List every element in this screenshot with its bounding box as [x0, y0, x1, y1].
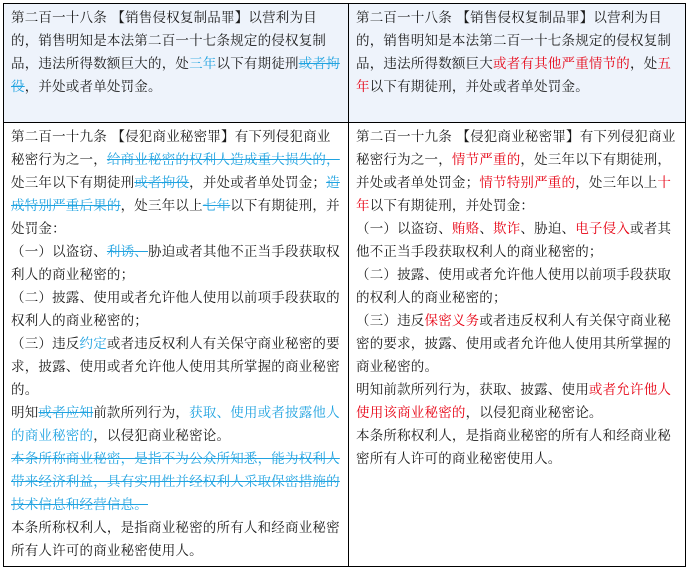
text-segment: 第二百一十八条 【销售侵权复制品罪】以营利为目的，销售明知是本法第二百一十七条规定的侵权复制品，违法所得数额巨大的，处: [11, 10, 327, 72]
added-text: 情节严重的: [451, 152, 521, 168]
text-segment: 第二百一十九条 【侵犯商业秘密罪】有下列侵犯商业秘密行为之一，: [11, 129, 331, 168]
text-segment: （一）以盗窃、: [356, 221, 452, 237]
paragraph: （二）披露、使用或者允许他人使用以前项手段获取的权利人的商业秘密的；: [11, 290, 340, 329]
old-text-cell-218: [4, 4, 349, 123]
text-segment: 明知前款所列行为，获取、披露、使用: [356, 382, 589, 398]
text-segment: 以下有期徒刑，并处罚金：: [369, 198, 535, 214]
paragraph: （二）披露、使用或者允许他人使用以前项手段获取的权利人的商业秘密的；: [356, 267, 672, 306]
text-segment: ，处三年以下有期徒刑，并处或者单处罚金；: [356, 152, 672, 191]
comparison-table: [3, 3, 686, 567]
text-segment: 以下有期徒刑，并处罚金：: [11, 198, 340, 237]
text-segment: （三）违反: [356, 313, 425, 329]
table-row: [4, 4, 686, 123]
text-segment: 、: [479, 221, 494, 237]
text-segment: 以下有期徒刑: [216, 56, 299, 72]
paragraph: [356, 126, 679, 218]
text-segment: 胁迫或者其他不正当手段获取权利人的商业秘密的；: [11, 244, 340, 283]
text-segment: 第二百一十九条 【侵犯商业秘密罪】有下列侵犯商业秘密行为之一，: [356, 129, 676, 168]
deleted-text: 七年: [202, 198, 231, 214]
text-segment: ，并处或者单处罚金。: [24, 79, 162, 95]
added-text: 五年: [356, 56, 672, 95]
added-text: 情节特别严重的: [479, 175, 576, 191]
new-text-cell-218: [349, 4, 686, 123]
added-text: 或者有其他严重情节的: [493, 56, 630, 72]
text-segment: ，处三年以上: [575, 175, 658, 191]
text-segment: 或者违反权利人有关保守商业秘密的要求，披露、使用或者允许他人使用其所掌握的商业秘密的。: [11, 336, 340, 398]
deleted-paragraph: 本条所称商业秘密，是指不为公众所知悉，能为权利人带来经济利益，具有实用性并经权利人采取保密措施的技术信息和经营信息。: [11, 451, 340, 513]
text-segment: 明知: [11, 405, 39, 421]
deleted-text: 或者拘役: [11, 56, 340, 95]
paragraph: 本条所称权利人，是指商业秘密的所有人和经商业秘密所有人许可的商业秘密使用人。: [11, 520, 340, 559]
text-segment: 前款所列行为，: [93, 405, 190, 421]
deleted-text: 造成特别严重后果的: [11, 175, 340, 214]
paragraph: [356, 310, 679, 379]
text-segment: 或者违反权利人有关保守商业秘密的要求，披露、使用或者允许他人使用其所掌握的商业秘密的。: [356, 313, 672, 375]
text-segment: 以下有期徒刑，并处或者单处罚金。: [369, 79, 589, 95]
deleted-text: 或者应知: [38, 405, 94, 421]
deleted-text: 给商业秘密的权利人造成重大损失的，: [106, 152, 340, 168]
deleted-text: 利诱、: [106, 244, 149, 260]
text-segment: ，并处或者单处罚金；: [189, 175, 327, 191]
changed-text: 获取、使用或者披露他人的商业秘密的: [11, 405, 340, 444]
added-text: 十年: [356, 175, 672, 214]
paragraph: [11, 333, 342, 402]
paragraph: [11, 241, 342, 287]
text-segment: 处三年以下有期徒刑: [11, 175, 135, 191]
text-segment: ，以侵犯商业秘密论。: [465, 405, 603, 421]
paragraph: [356, 379, 679, 425]
paragraph: [11, 126, 342, 241]
paragraph: 本条所称权利人，是指商业秘密的所有人和经商业秘密所有人许可的商业秘密使用人。: [356, 428, 672, 467]
table-row: [4, 123, 686, 567]
added-text: 或者允许他人使用该商业秘密的: [356, 382, 672, 421]
text-segment: 、胁迫、: [520, 221, 576, 237]
text-segment: 或者其他不正当手段获取权利人的商业秘密的；: [356, 221, 672, 260]
text-segment: （一）以盗窃、: [11, 244, 107, 260]
new-text-cell-219: [349, 123, 686, 567]
deleted-text: 或者拘役: [134, 175, 190, 191]
text-segment: 第二百一十八条 【销售侵权复制品罪】以营利为目的，销售明知是本法第二百一十七条规定的侵权复制品，违法所得数额巨大: [356, 10, 672, 72]
added-text: 保密义务: [424, 313, 480, 329]
added-text: 欺诈: [493, 221, 521, 237]
old-text-cell-219: [4, 123, 349, 567]
changed-text: 约定: [79, 336, 107, 352]
added-text: 贿赂: [451, 221, 480, 237]
text-segment: （三）违反: [11, 336, 80, 352]
paragraph: [11, 402, 342, 448]
text-segment: ，以侵犯商业秘密论。: [93, 428, 231, 444]
text-segment: ，处: [630, 56, 658, 72]
changed-text: 三年: [189, 56, 217, 72]
text-segment: ，处三年以上: [120, 198, 203, 214]
added-text: 电子侵入: [575, 221, 631, 237]
paragraph: [356, 218, 679, 264]
